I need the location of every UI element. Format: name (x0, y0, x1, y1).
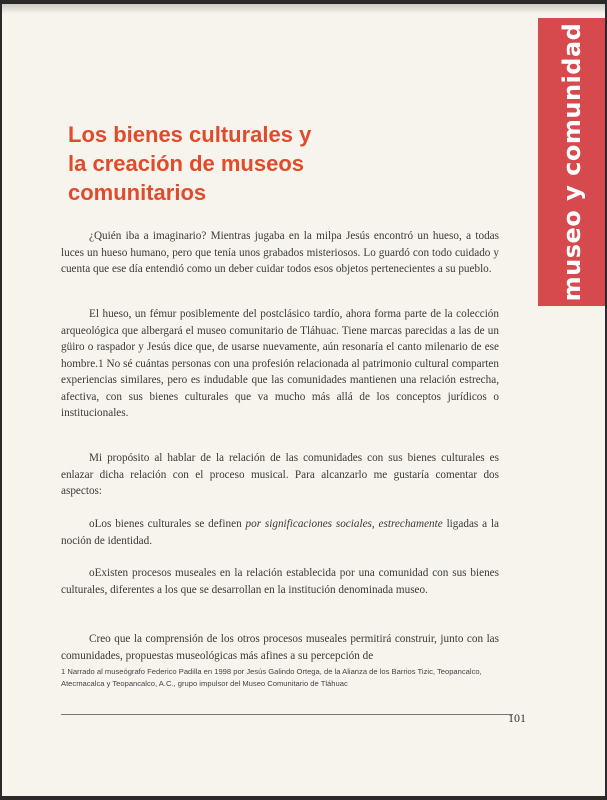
document-page (2, 4, 605, 796)
bullet-mark: o (89, 567, 95, 579)
article-title (68, 120, 368, 207)
bullet-item-2 (61, 565, 499, 598)
title-line-2: la creación de museos (68, 151, 304, 176)
footnote: 1 Narrado al museógrafo Federico Padilla en 1998 por Jesús Galindo Ortega, de la Alianza de los Barrios Tizic, Teopancalco, Atecmacalca y Teopancalco, A.C., grupo impulsor del Museo Comunitario de Tláhuac (61, 667, 482, 688)
page-edge-shadow (2, 4, 605, 14)
bullet-text-rest: ligadas a la noción de identidad. (61, 518, 499, 547)
paragraph-4: Creo que la comprensión de los otros procesos museales permitirá construir, junto con las comunidades, propuestas museológicas más afines a su percepción de (61, 633, 499, 662)
page-number: 101 (508, 711, 526, 725)
paragraph-2: El hueso, un fémur posiblemente del postclásico tardío, ahora forma parte de la colección arqueológica que albergará el museo comunitario de Tláhuac. Tiene marcas parecidas a las de un güiro o raspador y Jesús dice que, de usarse nuevamente, aún resonaría el canto milenario de ese hombre.1 No sé cuántas personas con una profesión relacionada al patrimonio cultural comparten experiencias similares, pero es indudable que las comunidades mantienen una relación estrecha, afectiva, con sus bienes culturales que va mucho más allá de los conceptos jurídicos o institucionales. (61, 308, 499, 419)
title-line-3: comunitarios (68, 180, 207, 205)
bullet-mark: o (89, 518, 95, 530)
title-line-1: Los bienes culturales y (68, 122, 312, 147)
paragraph-1: ¿Quién iba a imaginario? Mientras jugaba en la milpa Jesús encontró un hueso, a todas luces un hueso humano, pero que tenía unos grabados misteriosos. Lo guardó con todo cuidado y cuenta que ese día entendió como un deber cuidar todos esos objetos pertenecientes a su pueblo. (61, 230, 499, 275)
paragraph-3: Mi propósito al hablar de la relación de las comunidades con sus bienes culturales es enlazar dicha relación con el proceso musical. Para alcanzarlo me gustaría comentar dos aspectos: (61, 452, 499, 497)
section-tab-label: museo y comunidad (557, 22, 586, 302)
bullet-emphasis: por significaciones sociales, estrechamente (245, 518, 443, 530)
bullet-text: Los bienes culturales se definen (94, 518, 246, 530)
bullet-item-1 (61, 516, 499, 549)
bullet-text: Existen procesos museales en la relación establecida por una comunidad con sus bienes culturales, diferentes a los que se desarrollan en la institución denominada museo. (61, 567, 499, 596)
section-tab (538, 18, 605, 306)
footer-rule (61, 714, 513, 715)
